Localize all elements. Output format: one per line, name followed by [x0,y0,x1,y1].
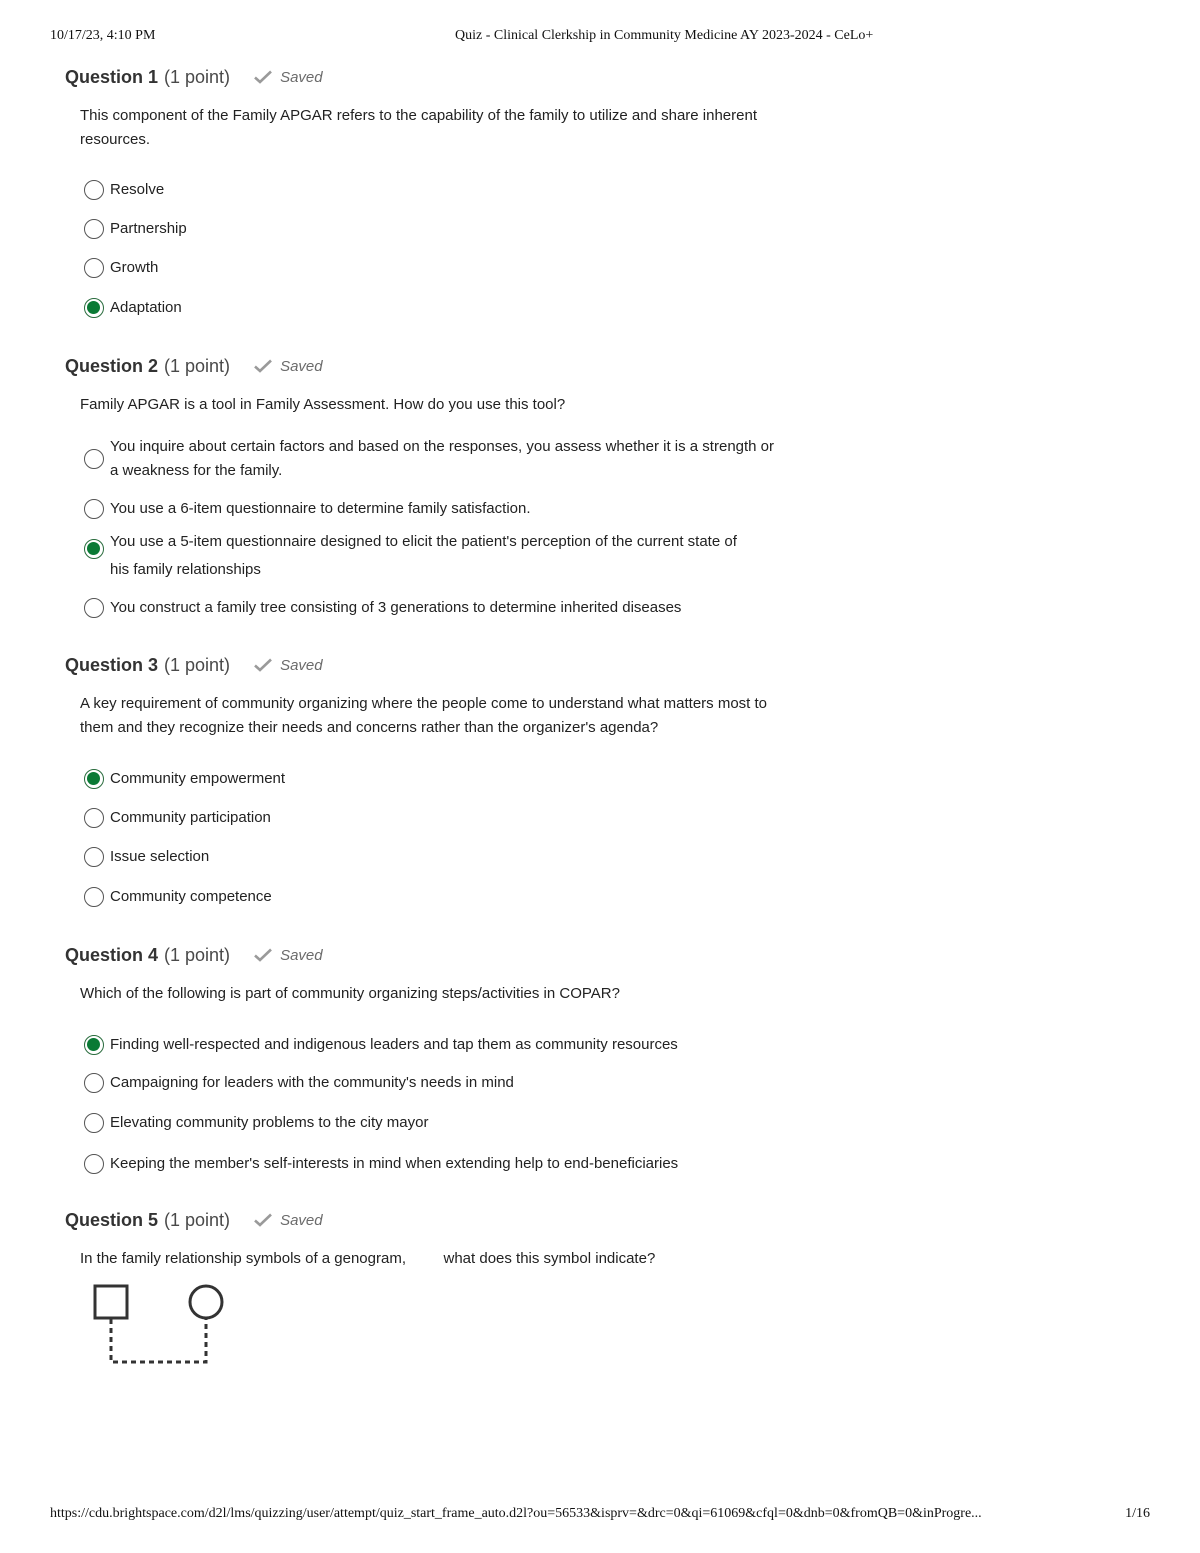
option-family-tree[interactable] [84,598,774,620]
question-2 [65,353,785,616]
saved-label: Saved [280,1211,323,1229]
genogram-relationship-symbol-icon [92,1283,232,1373]
option-label: You use a 5-item questionnaire designed to elicit the patient's perception of the current state of his family relationships [110,533,737,578]
radio-button[interactable] [84,1113,104,1133]
question-points: (1 point) [164,355,231,376]
option-label: Campaigning for leaders with the community's needs in mind [110,1074,514,1091]
question-4 [65,942,785,1172]
option-label: Adaptation [110,299,182,316]
option-5-item-questionnaire[interactable] [84,531,774,584]
radio-button[interactable] [84,1154,104,1174]
radio-button[interactable] [84,258,104,278]
question-header [65,652,785,678]
question-5 [65,1207,785,1271]
option-finding-leaders[interactable] [84,1035,774,1057]
question-title: Question 4 [65,944,159,965]
saved-status [254,657,323,674]
checkmark-icon [254,359,272,373]
page-number: 1/16 [1125,1506,1150,1521]
radio-button[interactable] [84,219,104,239]
checkmark-icon [254,1213,272,1227]
option-growth[interactable] [84,258,774,280]
option-self-interests[interactable] [84,1154,774,1176]
saved-status [254,947,323,964]
question-header [65,353,785,379]
option-label: Elevating community problems to the city mayor [110,1114,429,1131]
radio-button[interactable] [84,1073,104,1093]
print-url: https://cdu.brightspace.com/d2l/lms/quizzing/user/attempt/quiz_start_frame_auto.d2l?ou=56533&isprv=&drc=0&qi=61069&cfql=0&dnb=0&fromQB=0&inProgre... [50,1506,982,1521]
option-label: You construct a family tree consisting of 3 generations to determine inherited diseases [110,599,682,616]
question-points: (1 point) [164,944,231,965]
saved-status [254,69,323,86]
option-label: Community competence [110,888,272,905]
radio-button[interactable] [84,180,104,200]
saved-label: Saved [280,656,323,674]
radio-button[interactable] [84,499,104,519]
radio-button[interactable] [84,808,104,828]
print-date: 10/17/23, 4:10 PM [50,28,156,43]
question-text: Which of the following is part of community organizing steps/activities in COPAR? [80,985,620,1002]
question-points: (1 point) [164,1209,231,1230]
option-label: You inquire about certain factors and based on the responses, you assess whether it is a strength or a weakness for the family. [110,438,775,479]
option-campaigning-leaders[interactable] [84,1073,774,1095]
saved-label: Saved [280,946,323,964]
saved-status [254,1212,323,1229]
option-label: Issue selection [110,848,210,865]
question-text: Family APGAR is a tool in Family Assessment. How do you use this tool? [80,396,566,413]
checkmark-icon [254,948,272,962]
option-label: You use a 6-item questionnaire to determine family satisfaction. [110,500,531,517]
question-header [65,1207,785,1233]
print-header [50,28,1150,48]
option-resolve[interactable] [84,180,774,202]
question-text: This component of the Family APGAR refers to the capability of the family to utilize and share inherent resources. [80,107,757,148]
question-1 [65,64,785,316]
question-text: A key requirement of community organizing where the people come to understand what matters most to them and they recognize their needs and concerns rather than the organizer's agenda? [80,695,768,736]
option-label: Community participation [110,809,271,826]
question-points: (1 point) [164,654,231,675]
saved-label: Saved [280,68,323,86]
option-partnership[interactable] [84,219,774,241]
question-points: (1 point) [164,66,231,87]
question-3 [65,652,785,905]
checkmark-icon [254,658,272,672]
question-text: In the family relationship symbols of a genogram, what does this symbol indicate? [80,1250,656,1267]
option-issue-selection[interactable] [84,847,774,869]
option-community-competence[interactable] [84,887,774,909]
option-community-empowerment[interactable] [84,769,774,791]
option-label: Resolve [110,181,165,198]
option-label: Partnership [110,220,187,237]
print-page-title: Quiz - Clinical Clerkship in Community Medicine AY 2023-2024 - CeLo+ [455,28,874,43]
radio-button[interactable] [84,449,104,469]
print-footer [50,1506,1150,1526]
question-title: Question 2 [65,355,159,376]
question-header [65,942,785,968]
question-title: Question 3 [65,654,159,675]
saved-status [254,358,323,375]
option-label: Keeping the member's self-interests in mind when extending help to end-beneficiaries [110,1155,679,1172]
option-adaptation[interactable] [84,298,774,320]
radio-button[interactable] [84,847,104,867]
radio-button-selected[interactable] [84,298,104,318]
question-header [65,64,785,90]
question-title: Question 1 [65,66,159,87]
option-elevating-problems[interactable] [84,1113,774,1135]
question-title: Question 5 [65,1209,159,1230]
radio-button-selected[interactable] [84,539,104,559]
option-6-item-questionnaire[interactable] [84,499,774,521]
option-label: Community empowerment [110,770,286,787]
checkmark-icon [254,70,272,84]
option-label: Growth [110,259,159,276]
radio-button-selected[interactable] [84,1035,104,1055]
radio-button-selected[interactable] [84,769,104,789]
saved-label: Saved [280,357,323,375]
radio-button[interactable] [84,887,104,907]
radio-button[interactable] [84,598,104,618]
option-label: Finding well-respected and indigenous leaders and tap them as community resources [110,1036,678,1053]
option-inquire-factors[interactable] [84,435,774,483]
option-community-participation[interactable] [84,808,774,830]
